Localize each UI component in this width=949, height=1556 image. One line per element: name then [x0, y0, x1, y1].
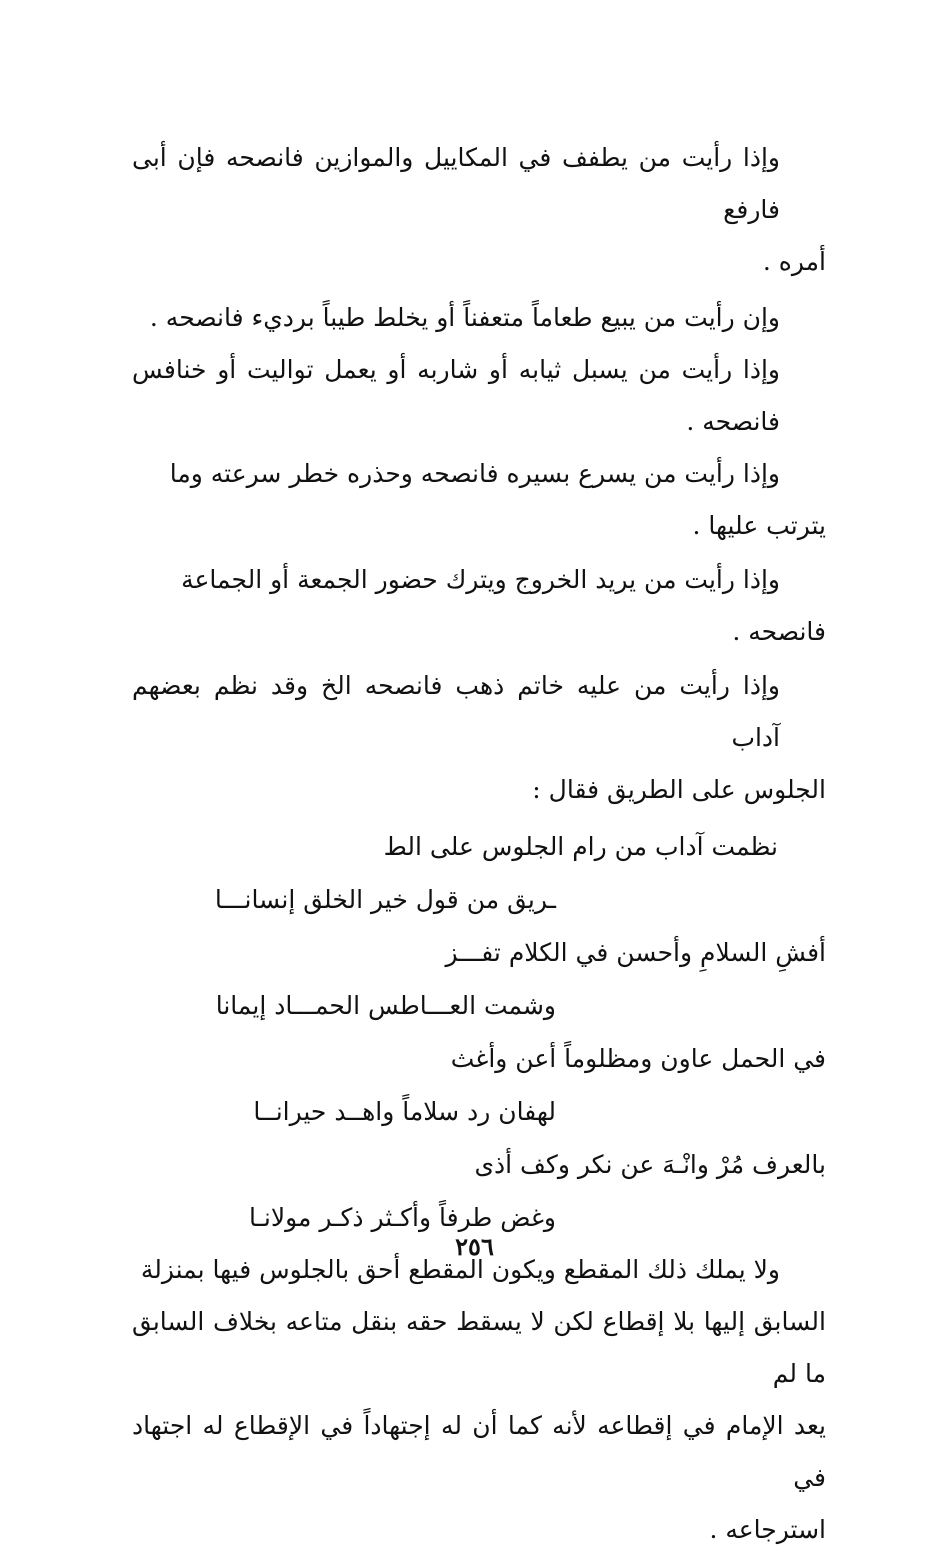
- paragraph-line: وإذا رأيت من يريد الخروج ويترك حضور الجمعة أو الجماعة: [181, 565, 780, 594]
- poem-verse-1-first-hemistich: نظمت آداب من رام الجلوس على الط: [383, 832, 778, 861]
- paragraph-speeding: [132, 448, 826, 552]
- poem-verse-4-first-hemistich: بالعرف مُرْ وانْـهَ عن نكر وكف أذى: [474, 1150, 826, 1179]
- paragraph-line: يعد الإمام في إقطاعه لأنه كما أن له إجتهاداً في الإقطاع له اجتهاد في: [132, 1411, 826, 1492]
- paragraph-clothing: [132, 344, 826, 448]
- paragraph-gold-ring: [132, 660, 826, 816]
- paragraph-line: الجلوس على الطريق فقال :: [532, 775, 826, 804]
- paragraph-line: فانصحه .: [732, 617, 826, 646]
- poem-verse-4-second-hemistich: وغض طرفاً وأكـثر ذكـر مولانـا: [248, 1203, 556, 1232]
- paragraph-line: وإذا رأيت من يطفف في المكاييل والموازين فانصحه فإن أبى فارفع: [132, 143, 780, 224]
- poem-verse-2-second-hemistich: وشمت العـــاطس الحمـــاد إيمانا: [215, 991, 556, 1020]
- paragraph-line: يترتب عليها .: [692, 511, 826, 540]
- poem-verse-1-second-hemistich: ـريق من قول خير الخلق إنسانـــا: [214, 885, 556, 914]
- paragraph-friday-prayer: [132, 554, 826, 658]
- paragraph-weights-measures: [132, 132, 826, 288]
- poem-verse-3-second-hemistich: لهفان رد سلاماً واهــد حيرانــا: [253, 1097, 556, 1126]
- paragraph-closing: [132, 1244, 826, 1556]
- paragraph-line: وإذا رأيت من يسبل ثيابه أو شاربه أو يعمل تواليت أو خنافس فانصحه .: [132, 355, 780, 436]
- paragraph-line: استرجاعه .: [709, 1515, 826, 1544]
- paragraph-spoiled-food: [132, 292, 826, 344]
- paragraph-line: وإذا رأيت من عليه خاتم ذهب فانصحه الخ وقد نظم بعضهم آداب: [132, 671, 780, 752]
- page-number: ٢٥٦: [455, 1232, 494, 1261]
- poem-verse-2-first-hemistich: أفشِ السلامِ وأحسن في الكلام تفـــز: [445, 938, 826, 967]
- page-body: [132, 132, 826, 1556]
- poem: [132, 820, 826, 1244]
- paragraph-line: أمره .: [762, 247, 826, 276]
- poem-verse-3-first-hemistich: في الحمل عاون ومظلوماً أعن وأغث: [450, 1044, 826, 1073]
- paragraph-line: وإذا رأيت من يسرع بسيره فانصحه وحذره خطر سرعته وما: [169, 459, 780, 488]
- paragraph-line: وإن رأيت من يبيع طعاماً متعفناً أو يخلط طيباً برديء فانصحه .: [149, 303, 780, 332]
- paragraph-line: ولا يملك ذلك المقطع ويكون المقطع أحق بالجلوس فيها بمنزلة: [140, 1255, 780, 1284]
- paragraph-line: السابق إليها بلا إقطاع لكن لا يسقط حقه بنقل متاعه بخلاف السابق ما لم: [132, 1307, 826, 1388]
